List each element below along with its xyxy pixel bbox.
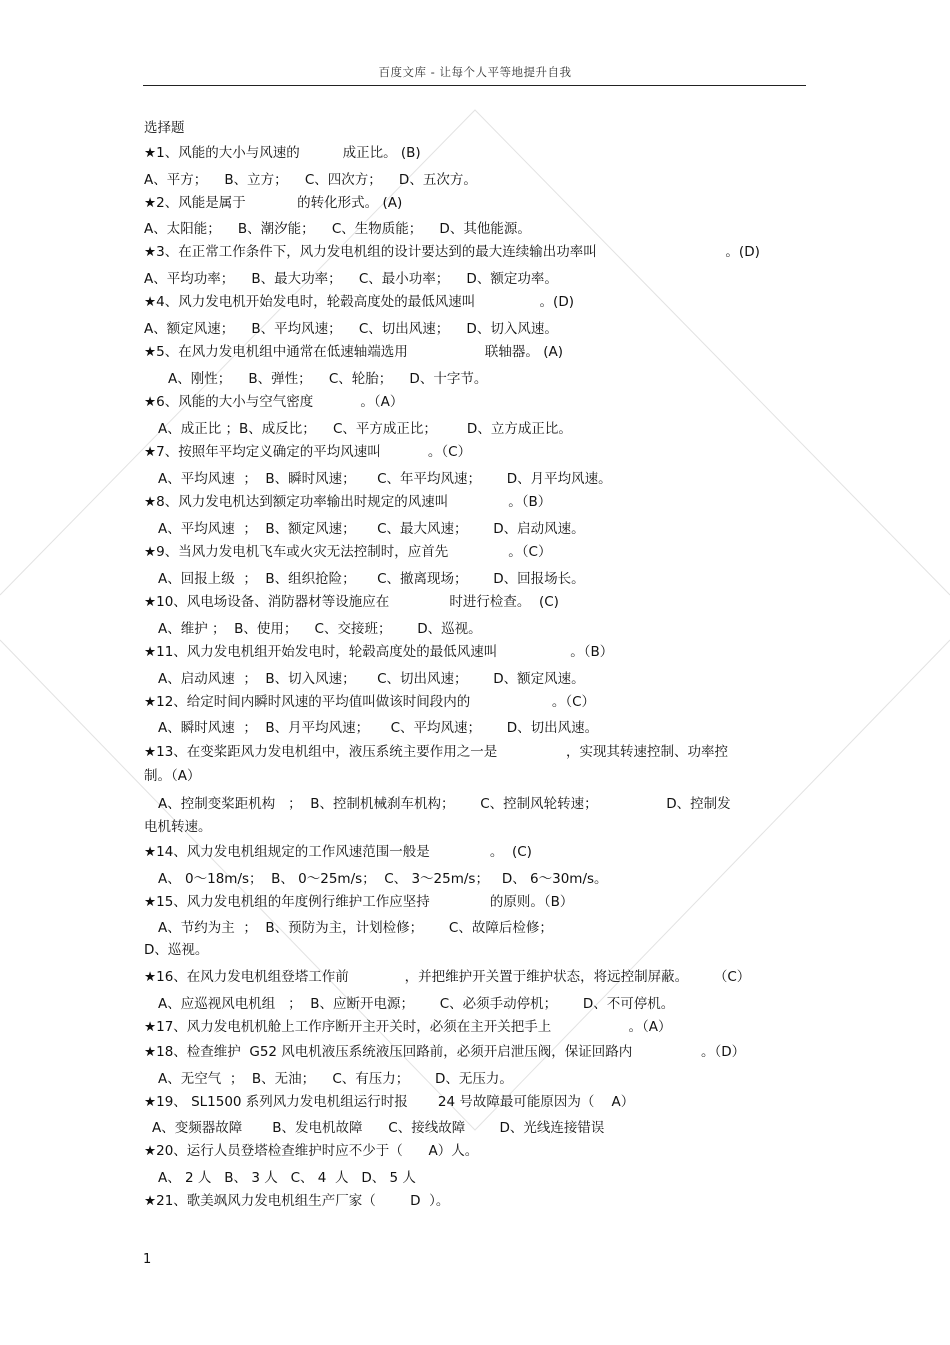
options-line: A、回报上级 ； B、组织抢险； C、撤离现场； D、回报场长。	[158, 571, 585, 587]
options-line: A、节约为主 ； B、预防为主，计划检修； C、故障后检修；	[158, 920, 553, 936]
options-line: A、 0～18m/s； B、 0～25m/s； C、 3～25m/s； D、 6～30m/s。	[158, 871, 608, 887]
options-line: A、平均风速 ； B、瞬时风速； C、年平均风速； D、月平均风速。	[158, 471, 612, 487]
options-line: 制。（A）	[144, 768, 201, 784]
options-line: A、 2 人 B、 3 人 C、 4 人 D、 5 人	[158, 1170, 416, 1186]
options-line: A、变频器故障 B、发电机故障 C、接线故障 D、光线连接错误	[152, 1120, 605, 1136]
question-line: ★18、检查维护 G52 风电机液压系统液压回路前，必须开启泄压阀，保证回路内 。（D）	[144, 1044, 746, 1060]
question-line: ★2、风能是属于 的转化形式。 (A)	[144, 195, 403, 211]
options-line: A、启动风速 ； B、切入风速； C、切出风速； D、额定风速。	[158, 671, 585, 687]
header-rule	[143, 85, 806, 86]
options-line: A、刚性； B、弹性； C、轮胎； D、十字节。	[168, 371, 488, 387]
question-line: ★5、在风力发电机组中通常在低速轴端选用 联轴器。 (A)	[144, 344, 563, 360]
options-line: A、太阳能； B、潮汐能； C、生物质能； D、其他能源。	[144, 221, 531, 237]
options-line: A、维护 ； B、使用； C、交接班； D、巡视。	[158, 621, 482, 637]
question-line: ★7、按照年平均定义确定的平均风速叫 。（C）	[144, 444, 472, 460]
question-line: ★15、风力发电机组的年度例行维护工作应坚持 的原则。（B）	[144, 894, 574, 910]
options-line: D、巡视。	[144, 942, 209, 958]
question-line: ★8、风力发电机达到额定功率输出时规定的风速叫 。（B）	[144, 494, 552, 510]
question-line: ★16、在风力发电机组登塔工作前 ，并把维护开关置于维护状态，将远控制屏蔽。 （C）	[144, 969, 751, 985]
options-line: A、平均功率； B、最大功率； C、最小功率； D、额定功率。	[144, 271, 558, 287]
options-line: A、瞬时风速 ； B、月平均风速； C、平均风速； D、切出风速。	[158, 720, 599, 736]
options-line: A、控制变桨距机构 ； B、控制机械刹车机构； C、控制风轮转速； D、控制发	[158, 796, 731, 812]
question-line: ★17、风力发电机机舱上工作序断开主开关时，必须在主开关把手上 。（A）	[144, 1019, 672, 1035]
question-line: ★9、当风力发电机飞车或火灾无法控制时，应首先 。（C）	[144, 544, 552, 560]
page-number: 1	[143, 1252, 152, 1267]
options-line: A、额定风速； B、平均风速； C、切出风速； D、切入风速。	[144, 321, 558, 337]
question-line: ★14、风力发电机组规定的工作风速范围一般是 。 (C)	[144, 844, 532, 860]
options-line: A、平方； B、立方； C、四次方； D、五次方。	[144, 172, 477, 188]
section-title: 选择题	[144, 120, 185, 136]
question-line: ★1、风能的大小与风速的 成正比。 (B)	[144, 145, 421, 161]
question-line: ★13、在变桨距风力发电机组中，液压系统主要作用之一是 ，实现其转速控制、功率控	[144, 744, 728, 760]
question-line: ★12、给定时间内瞬时风速的平均值叫做该时间段内的 。（C）	[144, 694, 595, 710]
options-line: A、成正比 ；B、成反比； C、平方成正比； D、立方成正比。	[158, 421, 572, 437]
options-line: 电机转速。	[144, 819, 212, 835]
options-line: A、无空气 ； B、无油； C、有压力； D、无压力。	[158, 1071, 513, 1087]
question-line: ★11、风力发电机组开始发电时，轮毂高度处的最低风速叫 。（B）	[144, 644, 614, 660]
question-line: ★4、风力发电机开始发电时，轮毂高度处的最低风速叫 。(D)	[144, 294, 574, 310]
question-line: ★6、风能的大小与空气密度 。（A）	[144, 394, 404, 410]
question-line: ★19、 SL1500 系列风力发电机组运行时报 24 号故障最可能原因为（ A）	[144, 1094, 635, 1110]
options-line: A、平均风速 ； B、额定风速； C、最大风速； D、启动风速。	[158, 521, 585, 537]
question-line: ★10、风电场设备、消防器材等设施应在 时进行检查。 (C)	[144, 594, 559, 610]
question-line: ★21、歌美飒风力发电机组生产厂家（ D ）。	[144, 1193, 450, 1209]
options-line: A、应巡视风电机组 ； B、应断开电源； C、必须手动停机； D、不可停机。	[158, 996, 675, 1012]
page-header: 百度文库 - 让每个人平等地提升自我	[378, 65, 572, 79]
question-line: ★20、运行人员登塔检查维护时应不少于（ A）人。	[144, 1143, 479, 1159]
question-line: ★3、在正常工作条件下，风力发电机组的设计要达到的最大连续输出功率叫 。(D)	[144, 244, 760, 260]
